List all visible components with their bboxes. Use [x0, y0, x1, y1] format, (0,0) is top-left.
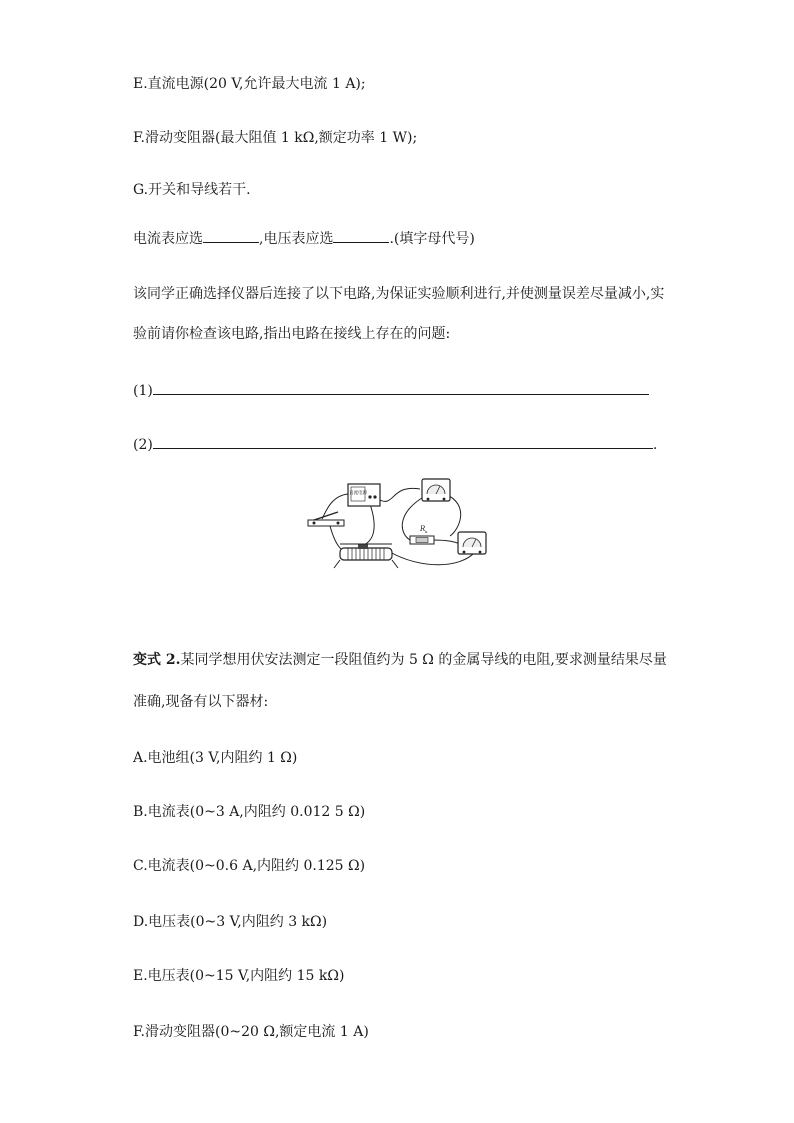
- option-d: D.电压表(0~3 V,内阻约 3 kΩ): [133, 914, 328, 930]
- answer-end-2: .: [652, 437, 658, 453]
- answer-label-2: (2): [133, 437, 153, 453]
- option-b: B.电流表(0~3 A,内阻约 0.012 5 Ω): [133, 804, 366, 820]
- option-a: A.电池组(3 V,内阻约 1 Ω): [133, 750, 298, 766]
- variant-2-line-2: 准确,现备有以下器材:: [133, 694, 269, 710]
- paragraph-line-2: 验前请你检查该电路,指出电路在接线上存在的问题:: [133, 326, 451, 342]
- voltmeter-blank[interactable]: [333, 228, 389, 243]
- option-e-power: E.直流电源(20 V,允许最大电流 1 A);: [133, 76, 366, 92]
- option-g-switch: G.开关和导线若干.: [133, 182, 251, 198]
- answer-label-1: (1): [133, 383, 153, 399]
- resistor-rx-icon: [410, 525, 434, 544]
- fill-hint: .(填字母代号): [389, 231, 475, 247]
- voltmeter-icon: [422, 479, 450, 501]
- variant-text: 某同学想用伏安法测定一段阻值约为 5 Ω 的金属导线的电阻,要求测量结果尽量: [180, 652, 667, 668]
- answer-blank-1[interactable]: [153, 380, 649, 395]
- ammeter-icon: [458, 532, 486, 554]
- svg-text:x: x: [425, 529, 428, 534]
- option-c: C.电流表(0~0.6 A,内阻约 0.125 Ω): [133, 858, 366, 874]
- power-supply-icon: [348, 484, 380, 506]
- option-f: F.滑动变阻器(0~20 Ω,额定电流 1 A): [133, 1024, 369, 1040]
- variant-label: 变式 2.: [133, 652, 181, 668]
- answer-blank-2[interactable]: [153, 434, 653, 449]
- switch-icon: [308, 512, 344, 526]
- answer-line-1: [133, 380, 649, 401]
- paragraph-line-1: 该同学正确选择仪器后连接了以下电路,为保证实验顺利进行,并使测量误差尽量减小,实: [133, 286, 665, 302]
- question-meter-choice: [133, 228, 475, 249]
- resistor-label: R: [420, 525, 426, 533]
- option-e: E.电压表(0~15 V,内阻约 15 kΩ): [133, 968, 345, 984]
- ammeter-blank[interactable]: [203, 228, 259, 243]
- voltmeter-prompt: ,电压表应选: [259, 231, 334, 247]
- circuit-diagram: [300, 474, 500, 574]
- power-supply-label: 直流电源: [349, 491, 367, 496]
- variant-2-heading: [133, 650, 667, 670]
- answer-line-2: [133, 434, 657, 455]
- circuit-figure: [300, 474, 500, 574]
- ammeter-prompt: 电流表应选: [133, 231, 203, 247]
- rheostat-icon: [334, 544, 398, 568]
- option-f-rheostat: F.滑动变阻器(最大阻值 1 kΩ,额定功率 1 W);: [133, 130, 418, 146]
